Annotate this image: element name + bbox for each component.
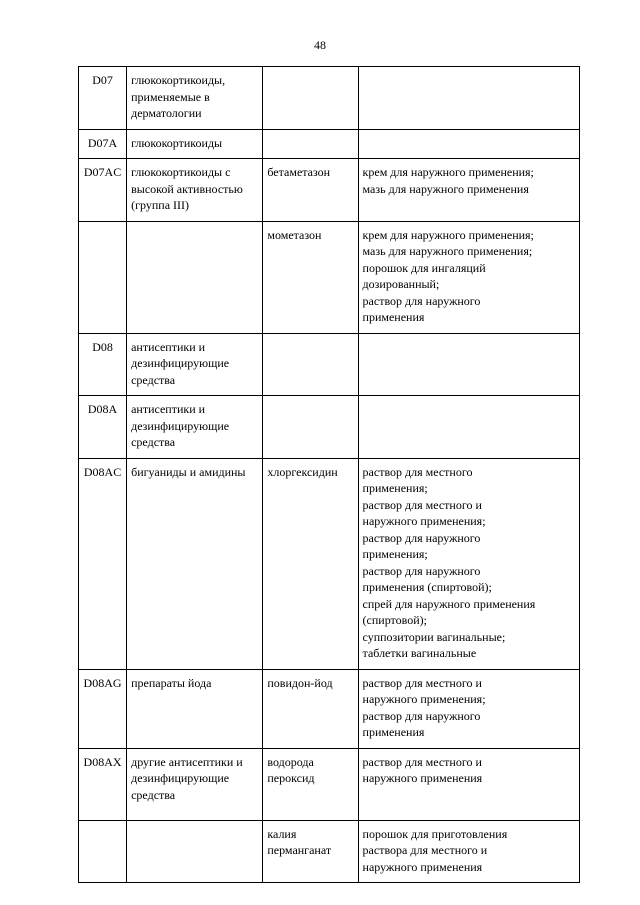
cell-text-line: раствор для наружного [362,708,481,723]
table-row [79,159,580,222]
table-row [79,129,580,159]
atc-code-cell: D08AX [79,748,127,820]
anatomical-group-cell [127,748,263,820]
drug-table [78,66,580,883]
cell-text-line: спрей для наружного применения [362,596,536,611]
cell-text-line: раствор для наружного [362,563,481,578]
cell-text-line: средства [131,787,176,802]
cell-text-line: (группа III) [131,198,190,212]
table-row [79,221,580,333]
cell-text-line: повидон-йод [267,675,333,690]
cell-text-line: раствор для местного и [362,497,482,512]
cell-text-line: наружного применения [362,771,483,785]
cell-text-line: порошок для приготовления [362,826,508,841]
dosage-form-cell [358,458,579,669]
table-row [79,820,580,883]
dosage-form-cell [358,333,579,396]
cell-text-line: раствор для наружного [362,530,481,545]
atc-code-cell: D08AC [79,458,127,669]
cell-text-line: бигуаниды и амидины [131,464,246,479]
cell-text-line: мометазон [267,227,322,242]
cell-text-line: дерматологии [131,106,202,120]
substance-cell [263,67,358,130]
cell-text-line: мазь для наружного применения; [362,244,533,258]
cell-text-line: раствор для местного и [362,754,482,769]
anatomical-group-cell [127,669,263,748]
anatomical-group-cell [127,458,263,669]
cell-text-line: перманганат [267,843,332,857]
dosage-form-cell [358,129,579,159]
cell-text-line: хлоргексидин [267,464,338,479]
cell-text-line: крем для наружного применения; [362,227,534,242]
anatomical-group-cell [127,129,263,159]
cell-text-line: наружного применения; [362,692,486,706]
dosage-form-cell [358,669,579,748]
table-row [79,396,580,459]
cell-text-line: водорода [267,754,314,769]
substance-cell [263,748,358,820]
cell-text-line: глюкокортикоиды [131,135,223,150]
anatomical-group-cell [127,159,263,222]
cell-text-line: дозированный; [362,277,440,291]
atc-code-cell: D07 [79,67,127,130]
cell-text-line: раствор для наружного [362,293,481,308]
cell-text-line: высокой активностью [131,181,243,196]
page-number: 48 [314,38,326,52]
substance-cell [263,221,358,333]
cell-text-line: калия [267,826,297,841]
anatomical-group-cell [127,820,263,883]
cell-text-line: антисептики и [131,339,206,354]
cell-text-line: (спиртовой); [362,613,427,627]
cell-text-line: таблетки вагинальные [362,646,477,660]
cell-text-line: крем для наружного применения; [362,165,534,179]
cell-text-line: дезинфицирующие [131,356,230,370]
dosage-form-cell [358,396,579,459]
cell-text-line: другие антисептики и [131,754,243,769]
substance-cell [263,333,358,396]
dosage-form-cell [358,820,579,883]
table-row [79,748,580,820]
drug-table-body [79,67,580,883]
atc-code-cell [79,221,127,333]
cell-text-line: применения [362,725,425,739]
atc-code-cell [79,820,127,883]
table-row [79,669,580,748]
anatomical-group-cell [127,221,263,333]
cell-text-line: средства [131,372,176,387]
cell-text-line: дезинфицирующие [131,418,230,433]
substance-cell [263,669,358,748]
dosage-form-cell [358,67,579,130]
atc-code-cell: D07A [79,129,127,159]
cell-text-line: раствора для местного и [362,843,488,857]
cell-text-line: применения (спиртовой); [362,580,492,594]
dosage-form-cell [358,221,579,333]
cell-text-line: раствор для местного [362,464,473,479]
substance-cell [263,820,358,883]
cell-text-line: наружного применения; [362,514,486,528]
cell-text-line: препараты йода [131,675,212,690]
cell-text-line: глюкокортикоиды с [131,165,231,179]
substance-cell [263,129,358,159]
cell-text-line: антисептики и [131,402,206,416]
atc-code-cell: D08AG [79,669,127,748]
substance-cell [263,396,358,459]
cell-text-line: порошок для ингаляций [362,260,486,275]
substance-cell [263,159,358,222]
cell-text-line: бетаметазон [267,165,331,179]
table-row [79,333,580,396]
table-row [79,67,580,130]
cell-text-line: применения; [362,547,428,561]
anatomical-group-cell [127,333,263,396]
cell-text-line: суппозитории вагинальные; [362,629,506,644]
cell-text-line: мазь для наружного применения [362,181,529,196]
substance-cell [263,458,358,669]
cell-text-line: средства [131,435,176,449]
atc-code-cell: D07AC [79,159,127,222]
cell-text-line: дезинфицирующие [131,771,230,785]
anatomical-group-cell [127,67,263,130]
atc-code-cell: D08A [79,396,127,459]
cell-text-line: применения; [362,481,428,495]
dosage-form-cell [358,748,579,820]
cell-text-line: применения [362,310,425,324]
atc-code-cell: D08 [79,333,127,396]
cell-text-line: наружного применения [362,859,483,874]
cell-text-line: раствор для местного и [362,675,482,690]
anatomical-group-cell [127,396,263,459]
cell-text-line: пероксид [267,771,315,785]
dosage-form-cell [358,159,579,222]
cell-text-line: применяемые в [131,89,210,104]
table-row [79,458,580,669]
cell-text-line: глюкокортикоиды, [131,73,226,87]
